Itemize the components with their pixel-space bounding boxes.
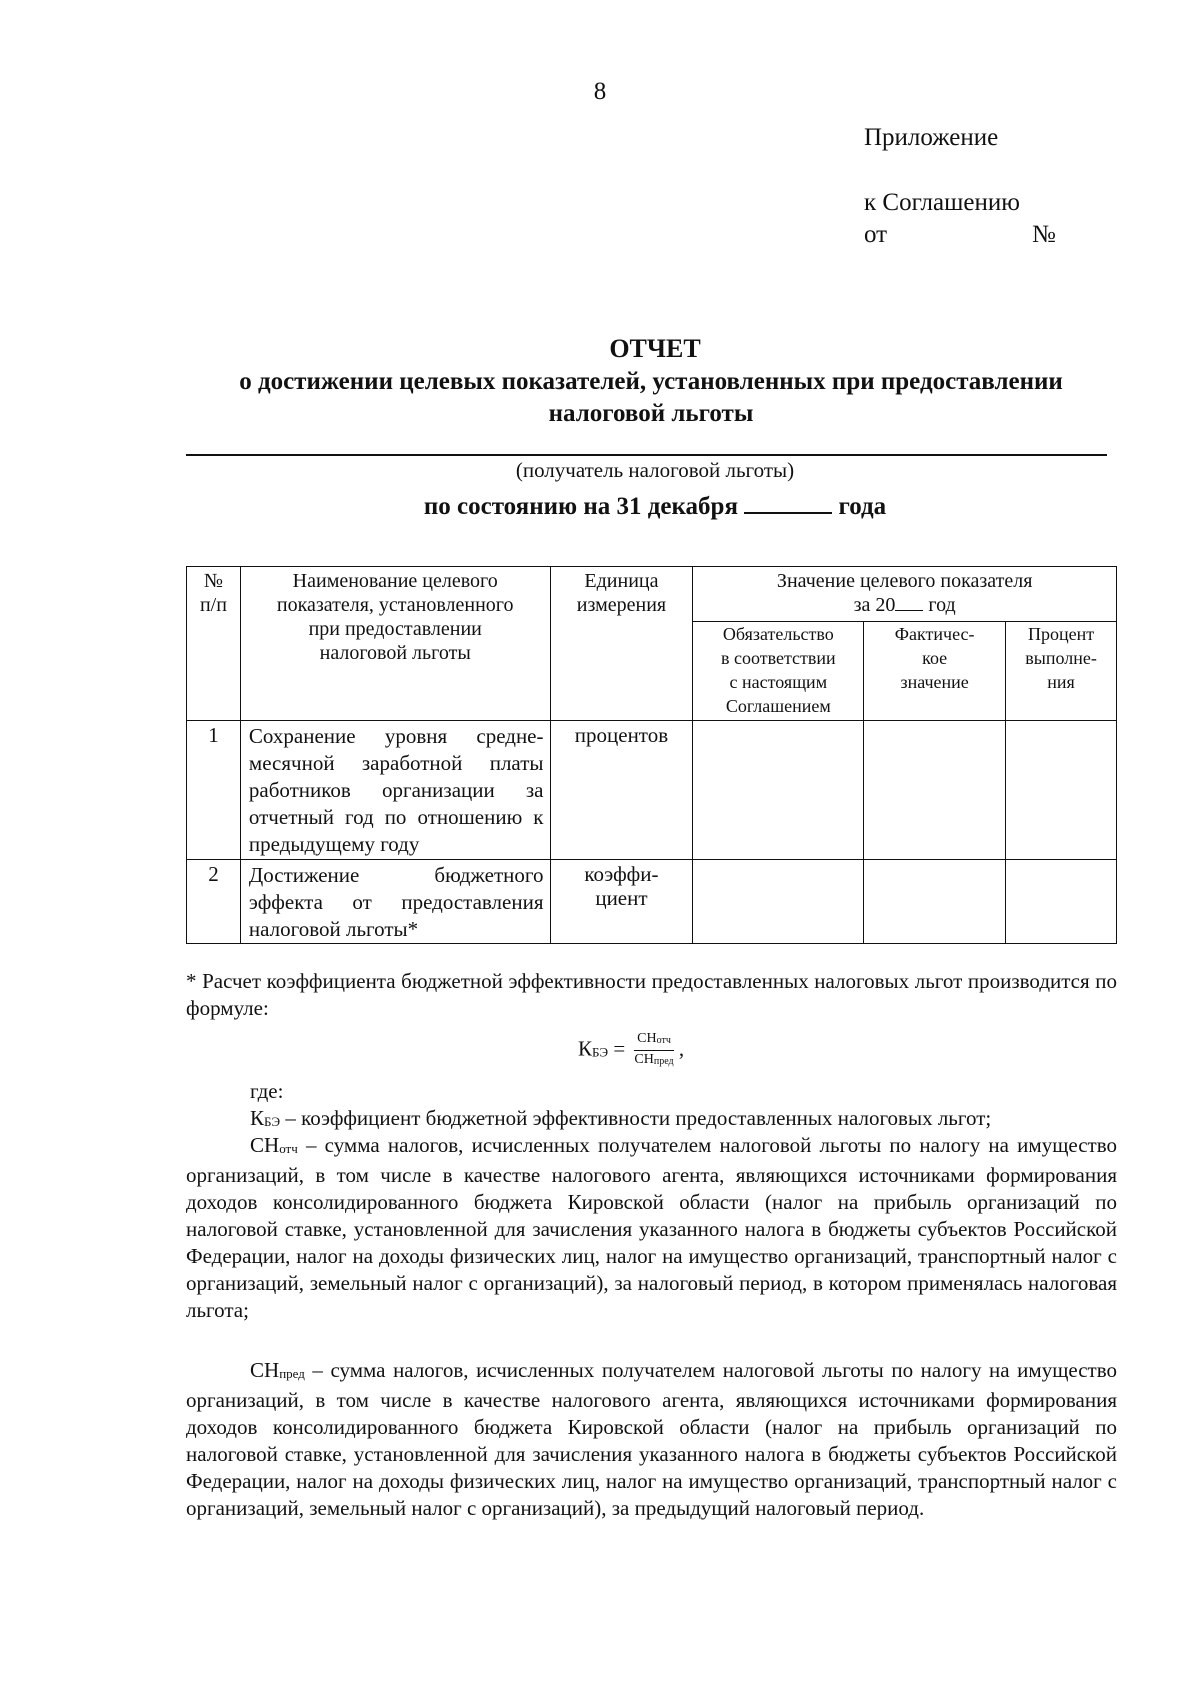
header-no: № п/п: [187, 567, 241, 721]
def-k: $К_{БЭ}$ – коэффициент бюджетной эффективности предоставленных налоговых льгот;: [250, 1106, 992, 1130]
row-no: 1: [187, 721, 241, 860]
row-percent-cell: [1006, 860, 1117, 944]
page-number: 8: [593, 78, 607, 105]
header-obligation: Обязательство в соответствии с настоящим Соглашением: [693, 622, 864, 721]
header-value-period: за 20 год: [853, 594, 956, 616]
appendix-from: от: [864, 221, 888, 248]
footnote: * Расчет коэффициента бюджетной эффективности предоставленных налоговых льгот производится по формуле:: [186, 969, 1117, 1020]
status-suffix: года: [838, 493, 887, 520]
formula: $К_{БЭ}$ = $\frac{СН_{отч}}{СН_{пред}}$ ,: [578, 1030, 684, 1071]
year-blank: [744, 490, 832, 514]
report-subtitle-line2: налоговой льготы: [548, 400, 754, 427]
header-name: Наименование целевого показателя, установленного при предоставлении налоговой льготы: [240, 567, 550, 721]
row-actual-cell: [864, 721, 1006, 860]
report-title: ОТЧЕТ: [609, 334, 701, 363]
formula-fraction: $\frac{СН_{отч}}{СН_{пред}}$: [634, 1031, 674, 1067]
status-line: [0, 490, 1200, 521]
status-prefix: по состоянию на 31 декабря: [423, 493, 738, 520]
appendix-no: №: [1032, 221, 1056, 248]
row-obligation-cell: [693, 860, 864, 944]
row-percent-cell: [1006, 721, 1117, 860]
appendix-agreement: к Соглашению: [864, 189, 1020, 216]
report-subtitle-line1: о достижении целевых показателей, установленных при предоставлении: [239, 368, 1063, 395]
row-name: Сохранение уровня средне-месячной заработной платы работников организации за отчетный год по отношению к предыдущему году: [240, 721, 550, 860]
header-unit: Единица измерения: [550, 567, 693, 721]
row-name: Достижение бюджетного эффекта от предоставления налоговой льготы*: [240, 860, 550, 944]
header-actual: Фактичес- кое значение: [864, 622, 1006, 721]
recipient-caption: (получатель налоговой льготы): [515, 458, 795, 482]
table-row: [187, 721, 1117, 860]
indicators-table: [186, 566, 1117, 944]
row-unit: процентов: [550, 721, 693, 860]
recipient-line: [186, 454, 1107, 456]
def-ch-otch: $СН_{отч}$ – сумма налогов, исчисленных получателем налоговой льготы по налогу на имущество организаций, в том числе в качестве налогового агента, являющихся источниками формирования доходов консолидированного бюджета Кировской области (налог на прибыль организаций по налоговой ставке, установленной для зачисления указанного налога в бюджеты субъектов Российской Федерации, налог на доходы физических лиц, налог на имущество организаций, транспортный налог с организаций, земельный налог с организаций), за налоговый период, в котором применялась налоговая льгота;: [186, 1133, 1117, 1322]
row-actual-cell: [864, 860, 1006, 944]
appendix-title: Приложение: [864, 124, 999, 151]
header-value: Значение целевого показателя за 20 год: [693, 567, 1117, 622]
row-unit: коэффи-циент: [550, 860, 693, 944]
row-no: 2: [187, 860, 241, 944]
appendix-date-number: [864, 221, 1064, 249]
where-label: где:: [250, 1079, 284, 1103]
row-obligation-cell: [693, 721, 864, 860]
header-percent: Процент выполне- ния: [1006, 622, 1117, 721]
def-ch-pred: $СН_{пред}$ – сумма налогов, исчисленных получателем налоговой льготы по налогу на имущество организаций, в том числе в качестве налогового агента, являющихся источниками формирования доходов консолидированного бюджета Кировской области (налог на прибыль организаций по налоговой ставке, установленной для зачисления указанного налога в бюджеты субъектов Российской Федерации, налог на доходы физических лиц, налог на имущество организаций, транспортный налог с организаций, земельный налог с организаций), за предыдущий налоговый период.: [186, 1358, 1117, 1520]
table-row: [187, 860, 1117, 944]
